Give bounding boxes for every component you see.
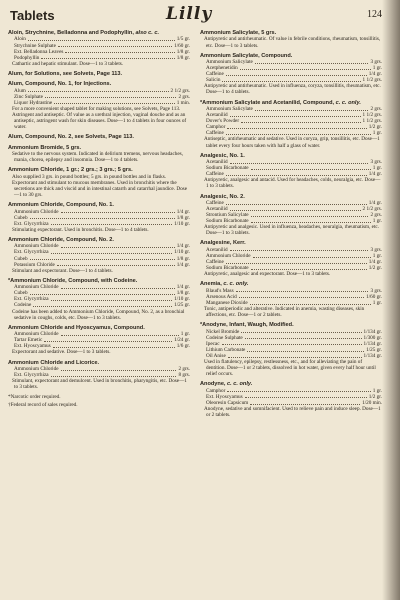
entry — [200, 240, 382, 277]
leader-dots — [51, 300, 173, 301]
ingredient-name: Nickel Bromide — [206, 328, 240, 335]
entry-title: Ammonium Chloride, 1 gr.; 2 grs.; 3 grs.; 5 grs. — [8, 167, 133, 174]
entry — [8, 202, 190, 233]
leader-dots — [255, 110, 369, 111]
left-column — [8, 30, 190, 409]
entry-heading — [8, 134, 190, 140]
entry-description: Antipyretic and antirheumatic. Used in influenza, coryza, tonsillitis, rheumatism, etc. Dose—1 to 4 tablets. — [204, 83, 381, 96]
leader-dots — [61, 335, 179, 336]
ingredient-name: Sodium Bicarbonate — [206, 165, 249, 172]
ingredient-quantity: 1/4 gr. — [176, 208, 190, 215]
ingredient-name: Caffeine — [206, 199, 224, 206]
leader-dots — [54, 103, 175, 104]
entry-description: Antipyretic, analgesic and antacid. Used for headaches, colds, neuralgia, etc. Dose—1 to 3 tablets. — [204, 177, 381, 190]
ingredient-name: Lithium Carbonate — [206, 346, 246, 353]
entry — [8, 237, 190, 274]
ingredient-quantity: 1/134 gr. — [363, 340, 382, 347]
ingredient-quantity: 1/24 gr. — [174, 337, 190, 344]
ingredient-quantity: 1/4 gr. — [368, 199, 382, 206]
entry-title: Analgesic, No. 1. — [200, 152, 245, 159]
ingredient-quantity: 1/25 gr. — [174, 302, 190, 309]
ingredient-name: Oil Anise — [206, 353, 226, 359]
ingredient-quantity: 2 grs. — [370, 212, 382, 219]
leader-dots — [251, 169, 371, 170]
page-title: Tablets — [10, 8, 55, 23]
ingredient-quantity: 1 min. — [176, 99, 190, 106]
ingredient-name: Caffeine — [206, 71, 224, 78]
entry — [200, 381, 382, 418]
ingredient-quantity: 1 gr. — [372, 130, 382, 137]
leader-dots — [222, 81, 360, 82]
page-header — [6, 4, 386, 28]
ingredient-name: Ammonium Chloride — [14, 284, 59, 291]
ingredient-quantity: 1 1/2 grs. — [362, 112, 382, 119]
ingredient-name: Sodium Bicarbonate — [206, 218, 249, 225]
ingredient-name: Ammonium Chloride — [14, 208, 59, 215]
leader-dots — [51, 376, 177, 377]
ingredient-name: Ext. Glycyrrhiza — [14, 296, 49, 303]
leader-dots — [57, 265, 175, 266]
ingredient-name: Acetanilid — [206, 206, 228, 212]
ingredient-name: Salicin — [206, 77, 221, 84]
ingredient-quantity: 1/4 gr. — [368, 259, 382, 266]
entry — [200, 322, 382, 377]
ingredient-quantity: 1/10 gr. — [174, 296, 190, 303]
ingredient-quantity: 8 grs. — [178, 372, 190, 379]
leader-dots — [250, 304, 371, 305]
entry-subheading: c. c. only. — [227, 381, 253, 388]
ingredient-quantity: 1/134 gr. — [363, 353, 382, 359]
ingredient-quantity: 1/20 min. — [362, 399, 382, 406]
leader-dots — [245, 397, 367, 398]
leader-dots — [51, 253, 173, 254]
entry — [200, 153, 382, 190]
ingredient-name: Caffeine — [206, 130, 224, 137]
ingredient-quantity: 2 1/2 grs. — [362, 206, 382, 212]
ingredient-name: Dover's Powder — [206, 118, 240, 125]
ingredient-quantity: 1 gr. — [372, 165, 382, 172]
entry-description: Expectorant and sedative. Dose—1 to 3 tablets. — [12, 349, 111, 356]
entry-title: Ammonium Salicylate, 5 grs. — [200, 30, 277, 36]
leader-dots — [30, 294, 175, 295]
ingredient-quantity: 3 grs. — [370, 246, 382, 253]
entry-title: Analgesine, Kerr. — [200, 240, 246, 247]
ingredient-name: Sodium Bicarbonate — [206, 265, 249, 272]
entry-description: Cathartic and hepatic stimulant. Dose—1 to 3 tablets. — [12, 60, 124, 67]
entry-title: Aloin, Strychnine, Belladonna and Podophyllin, — [8, 30, 134, 36]
entry — [8, 360, 190, 391]
ingredient-name: Ipecac — [206, 340, 220, 347]
leader-dots — [61, 370, 177, 371]
leader-dots — [230, 116, 361, 117]
ingredient-quantity: 1 gr. — [372, 218, 382, 225]
entry-subheading: c. c. only. — [223, 281, 249, 288]
leader-dots — [58, 46, 172, 47]
ingredient-quantity: 1 1/2 grs. — [362, 118, 382, 125]
ingredient-name: Acetanilid — [206, 112, 228, 119]
entry-description: Tonic, antiperiodic and alterative. Indicated in anemia, wasting diseases, skin affections, etc. Dose—1 or 2 tablets. — [204, 306, 365, 319]
ingredient-quantity: 1/8 gr. — [176, 48, 190, 55]
ingredient-quantity: 1 gr. — [372, 299, 382, 306]
ingredient-quantity: 1/5 gr. — [176, 36, 190, 43]
entry-title: Alum, Compound, No. 1, for Injections. — [8, 81, 112, 88]
footnote: †Federal record of sales required. — [8, 402, 78, 409]
leader-dots — [250, 404, 360, 405]
ingredient-name: Ext. Glycyrrhiza — [14, 249, 49, 256]
ingredient-quantity: 1 gr. — [372, 252, 382, 259]
ingredient-quantity: 1/300 gr. — [363, 334, 382, 341]
ingredient-quantity: 1/8 gr. — [176, 255, 190, 262]
leader-dots — [245, 338, 362, 339]
leader-dots — [53, 347, 175, 348]
ingredient-name: Codeine — [14, 302, 32, 309]
entry — [8, 325, 190, 356]
leader-dots — [61, 288, 175, 289]
entry-title: Alum, for Solutions, see Solvets, Page 113. — [8, 70, 123, 77]
leader-dots — [226, 75, 367, 76]
ingredient-quantity: 2 grs. — [178, 365, 190, 372]
entry-description: Stimulant and expectorant. Dose—1 to 4 tablets. — [12, 267, 113, 274]
entry — [8, 71, 190, 77]
ingredient-name: Caffeine — [206, 259, 224, 266]
ingredient-quantity: 1/2 gr. — [368, 124, 382, 131]
ingredient-name: Cubeb — [14, 290, 28, 297]
ingredient-name: Camphor — [206, 124, 226, 131]
ingredient-name: Camphor — [206, 387, 226, 394]
ingredient-quantity: 1/4 gr. — [176, 261, 190, 268]
leader-dots — [30, 259, 175, 260]
entry-description: Codeine has been added to Ammonium Chloride, Compound, No. 2, as a bronchial sedative in coughs, colds, etc. Dose—1 to 3 tablets. — [12, 308, 185, 321]
entry-description: Astringent and antiseptic. Of value as a urethral injection, vaginal douche and as an antiseptic, astringent wash for skin diseases. Dose—1 to 4 tablets in four ounces of water. — [12, 112, 187, 131]
ingredient-name: Liquor Hydrastine — [14, 99, 53, 106]
ingredient-quantity: 1 gr. — [372, 65, 382, 72]
ingredient-quantity: 3 grs. — [370, 159, 382, 166]
leader-dots — [226, 134, 371, 135]
entry — [8, 81, 190, 130]
entry — [200, 100, 382, 149]
entry-title: *Anodyne, Infant, Waugh, Modified. — [200, 322, 294, 329]
leader-dots — [226, 263, 367, 264]
entry-description: Stimulating expectorant. Used in bronchitis. Dose—1 to 4 tablets. — [12, 226, 149, 233]
entry-subheading: also c. c. — [135, 30, 160, 36]
entry-title: Ammonium Chloride, Compound, No. 1. — [8, 202, 114, 209]
leader-dots — [236, 291, 369, 292]
entry-description: Antipyretic and antirheumatic. Of value in febrile conditions, rheumatism, tonsillitis, etc. Dose—1 to 3 tablets. — [204, 36, 381, 49]
entry-description: Used in flatulency, epilepsy, restlessness, etc., and for alleviating the pain of dentition. Dose—1 or 2 tablets, dissolved in hot water, given every half hour until relief occurs. — [204, 359, 376, 378]
ingredient-name: Oleoresin Capsicum — [206, 399, 249, 406]
entry-description: For a more convenient shaped tablet for making solutions, see Solvets, Page 113. — [12, 105, 181, 112]
entry-title: Analgesic, No. 2. — [200, 193, 245, 200]
ingredient-name: Ext. Glycyrrhiza — [14, 372, 49, 379]
entry — [200, 281, 382, 318]
entry — [8, 145, 190, 164]
leader-dots — [222, 344, 362, 345]
leader-dots — [253, 257, 371, 258]
ingredient-name: Cubeb — [14, 255, 28, 262]
ingredient-quantity: 1/4 gr. — [176, 284, 190, 291]
ingredient-quantity: 2 grs. — [178, 93, 190, 100]
ingredient-quantity: 1/4 gr. — [368, 171, 382, 178]
leader-dots — [240, 69, 371, 70]
entry-description: Antipyretic, analgesic and expectorant. Dose—1 to 3 tablets. — [204, 271, 331, 278]
entry — [8, 30, 190, 67]
entry-title: Ammonium Chloride, Compound, No. 2. — [8, 236, 114, 243]
ingredient-name: Ammonium Salicylate — [206, 59, 253, 65]
ingredient-quantity: 2 grs. — [370, 105, 382, 112]
leader-dots — [28, 40, 175, 41]
entry-description: Also supplied 3 grs. in pound bottles; 5 grs. in pound bottles and in flasks. — [12, 173, 167, 180]
leader-dots — [226, 175, 367, 176]
page-edge-shadow — [382, 0, 400, 600]
leader-dots — [251, 216, 369, 217]
leader-dots — [230, 210, 361, 211]
leader-dots — [227, 391, 370, 392]
ingredient-quantity: 1/6 gr. — [176, 343, 190, 350]
leader-dots — [51, 224, 173, 225]
entry-title: Ammonium Chloride and Hyoscyamus, Compound. — [8, 324, 145, 331]
leader-dots — [230, 163, 369, 164]
entry-title: Ammonium Salicylate, Compound. — [200, 52, 293, 59]
page-number: 124 — [367, 9, 382, 20]
entry-description: Stimulant, expectorant and demulcent. Used in bronchitis, pharyngitis, etc. Dose—1 to 3 tablets. — [12, 378, 187, 391]
leader-dots — [226, 204, 367, 205]
ingredient-quantity: 2 1/2 grs. — [170, 87, 190, 94]
leader-dots — [33, 306, 172, 307]
ingredient-quantity: 1/10 gr. — [174, 220, 190, 227]
ingredient-quantity: 1/8 gr. — [176, 214, 190, 221]
leader-dots — [230, 250, 369, 251]
entry-title: *Ammonium Chloride, Compound, with Codeine. — [8, 277, 138, 284]
entry-title: *Ammonium Salicylate and Acetanilid, Compound, — [200, 99, 335, 106]
leader-dots — [61, 212, 175, 213]
leader-dots — [30, 218, 175, 219]
entry-description: Expectorant and stimulant to mucous membranes. Used in bronchitis where the secretions are thick and viscid and in intestinal catarrh and catarrhal jaundice. Dose—1 to 30 grs. — [12, 179, 187, 199]
leader-dots — [41, 58, 174, 59]
entry — [8, 167, 190, 198]
leader-dots — [228, 357, 362, 358]
entry — [8, 134, 190, 140]
entry-title: Ammonium Bromide, 5 grs. — [8, 144, 82, 151]
ingredient-name: Potassium Chloride — [14, 261, 55, 268]
ingredient-name: Arsenous Acid — [206, 293, 237, 300]
leader-dots — [241, 332, 361, 333]
right-column — [200, 30, 382, 422]
entry-description: Sedative to the nervous system. Indicated in delirium tremens, nervous headaches, mania, chorea, epilepsy and insomnia. Dose—1 to 4 tablets. — [12, 151, 183, 164]
ingredient-name: Ammonium Salicylate — [206, 105, 253, 112]
entry-title: Alum, Compound, No. 2, see Solvets, Page 113. — [8, 134, 134, 141]
ingredient-name: Acetphenetidin — [206, 65, 238, 72]
ingredient-name: Ext. Glycyrrhiza — [14, 220, 49, 227]
leader-dots — [251, 222, 371, 223]
ingredient-name: Zinc Sulphate — [14, 93, 43, 100]
ingredient-name: Ext. Belladonna Leaves — [14, 48, 64, 55]
ingredient-name: Ext. Hyoscyamus — [14, 343, 51, 350]
entry — [200, 194, 382, 237]
ingredient-quantity: 1 gr. — [180, 331, 190, 338]
ingredient-quantity: 1/8 gr. — [176, 290, 190, 297]
footnote: *Narcotic order required. — [8, 394, 61, 401]
ingredient-quantity: 1/60 gr. — [366, 293, 382, 300]
leader-dots — [65, 52, 174, 53]
ingredient-quantity: 1/4 gr. — [176, 243, 190, 250]
ingredient-name: Podophyllin — [14, 54, 40, 61]
leader-dots — [227, 128, 366, 129]
ingredient-name: Codeine Sulphate — [206, 334, 243, 341]
ingredient-name: Ammonium Chloride — [14, 365, 59, 372]
entry-description: Antiseptic, antirheumatic and sedative. Used in coryza, grip, tonsillitis, etc. Dose—1 tablet every four hours taken with half a glass of water. — [204, 136, 380, 149]
leader-dots — [61, 247, 175, 248]
leader-dots — [45, 97, 177, 98]
leader-dots — [255, 63, 369, 64]
ingredient-quantity: 1/10 gr. — [174, 249, 190, 256]
ingredient-name: Strontium Salicylate — [206, 212, 249, 219]
ingredient-name: Acetanilid — [206, 159, 228, 166]
entry — [200, 53, 382, 96]
ingredient-quantity: 1/60 gr. — [174, 42, 190, 49]
ingredient-quantity: 1 gr. — [372, 387, 382, 394]
leader-dots — [28, 91, 169, 92]
ingredient-name: Ammonium Chloride — [14, 243, 59, 250]
entry-subheading: c. c. only. — [335, 99, 361, 106]
entry — [8, 278, 190, 321]
ingredient-quantity: 1/134 gr. — [363, 328, 382, 335]
entry-title: Anodyne, — [200, 381, 226, 388]
ingredient-quantity: 1/8 gr. — [176, 54, 190, 61]
ingredient-name: Cubeb — [14, 214, 28, 221]
ingredient-quantity: 3 grs. — [370, 287, 382, 294]
ingredient-name: Caffeine — [206, 171, 224, 178]
ingredient-quantity: 3 grs. — [370, 59, 382, 65]
entry-title: Ammonium Chloride and Licorice. — [8, 359, 100, 366]
entry-description: Antipyretic and analgesic. Used in influenza, headaches, neuralgia, rheumatism, etc. Dose—1 to 3 tablets. — [204, 224, 380, 237]
leader-dots — [241, 122, 360, 123]
ingredient-name: Alum — [14, 87, 26, 94]
entry-description: Anodyne, sedative and somnifacient. Used to relieve pain and induce sleep. Dose—1 or 2 tablets. — [204, 406, 381, 419]
ingredient-name: Acetanilid — [206, 246, 228, 253]
ingredient-name: Manganese Dioxide — [206, 299, 248, 306]
ingredient-quantity: 1 1/2 grs. — [362, 77, 382, 84]
ingredient-name: Ammonium Chloride — [206, 252, 251, 259]
ingredient-name: Ext. Hyoscyamus — [206, 393, 243, 400]
ingredient-name: Tartar Emetic — [14, 337, 43, 344]
ingredient-name: Blaud's Mass — [206, 287, 234, 294]
ingredient-quantity: 1/4 gr. — [368, 71, 382, 78]
ingredient-name: Aloin — [14, 36, 26, 43]
ingredient-name: Ammonium Chloride — [14, 331, 59, 338]
leader-dots — [44, 341, 172, 342]
brand-logo: Lilly — [166, 4, 213, 24]
entry-heading — [8, 71, 190, 77]
leader-dots — [251, 269, 367, 270]
ingredient-quantity: 1/25 gr. — [366, 346, 382, 353]
entry — [200, 30, 382, 49]
ingredient-quantity: 1/2 gr. — [368, 265, 382, 272]
ingredient-name: Strychnine Sulphate — [14, 42, 56, 49]
leader-dots — [247, 351, 364, 352]
ingredient-quantity: 1/2 gr. — [368, 393, 382, 400]
leader-dots — [239, 297, 364, 298]
entry-title: Anemia, — [200, 281, 222, 288]
